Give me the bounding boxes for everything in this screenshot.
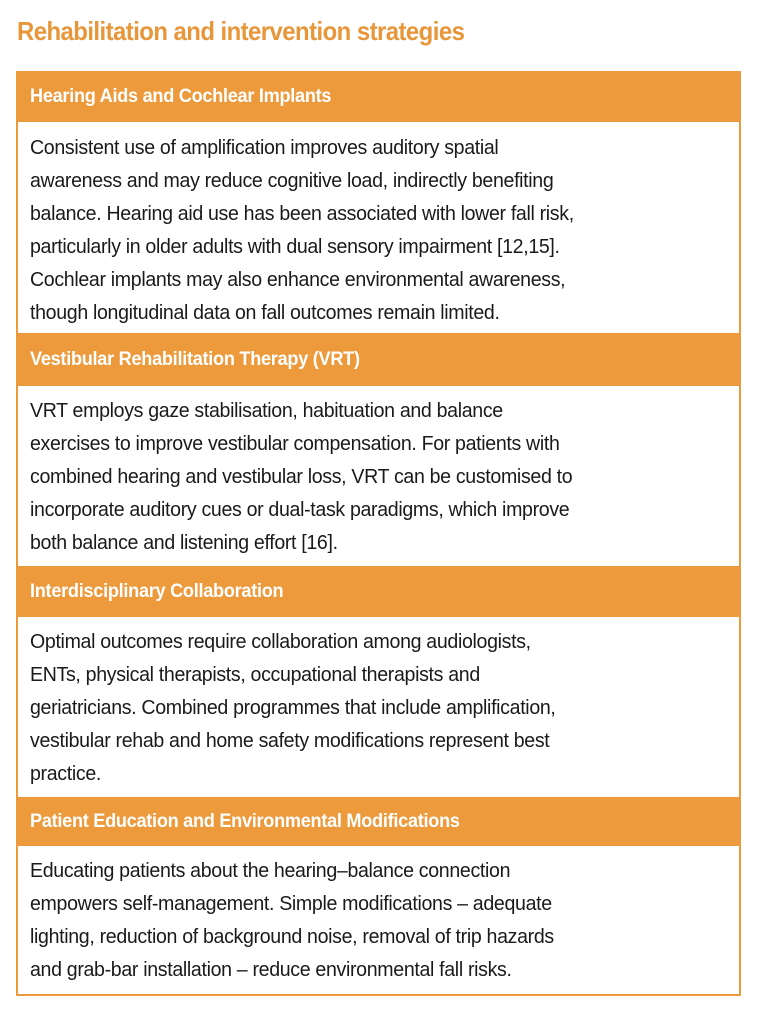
section-body-vrt	[18, 386, 739, 566]
page-title: Rehabilitation and intervention strategies	[17, 16, 465, 46]
section-heading-text: Interdisciplinary Collaboration	[30, 580, 284, 602]
strategies-table	[16, 71, 741, 996]
section-body-text: VRT employs gaze stabilisation, habituation and balance exercises to improve vestibular compensation. For patients with combined hearing and vestibular loss, VRT can be customised to incorporate auditory cues or dual-task paradigms, which improve both balance and listening effort [16].	[30, 399, 573, 554]
section-heading-vrt	[18, 333, 739, 386]
section-heading-text: Hearing Aids and Cochlear Implants	[30, 85, 332, 107]
section-heading-text: Patient Education and Environmental Modifications	[30, 810, 460, 832]
section-heading-patient-education	[18, 797, 739, 846]
section-body-interdisciplinary	[18, 617, 739, 797]
section-body-patient-education	[18, 846, 739, 994]
section-heading-hearing-aids	[18, 71, 739, 122]
section-heading-interdisciplinary	[18, 566, 739, 617]
section-body-text: Consistent use of amplification improves auditory spatial awareness and may reduce cognitive load, indirectly benefiting balance. Hearing aid use has been associated with lower fall risk, particularly in older adults with dual sensory impairment [12,15]. Cochlear implants may also enhance environmental awareness, though longitudinal data on fall outcomes remain limited.	[30, 136, 574, 324]
section-body-text: Optimal outcomes require collaboration among audiologists, ENTs, physical therapists, occupational therapists and geriatricians. Combined programmes that include amplification, vestibular rehab and home safety modifications represent best practice.	[30, 630, 556, 785]
section-body-text: Educating patients about the hearing–balance connection empowers self-management. Simple modifications – adequate lighting, reduction of background noise, removal of trip hazards and grab-bar installation – reduce environmental fall risks.	[30, 859, 554, 981]
section-heading-text: Vestibular Rehabilitation Therapy (VRT)	[30, 348, 360, 370]
section-body-hearing-aids	[18, 122, 739, 333]
